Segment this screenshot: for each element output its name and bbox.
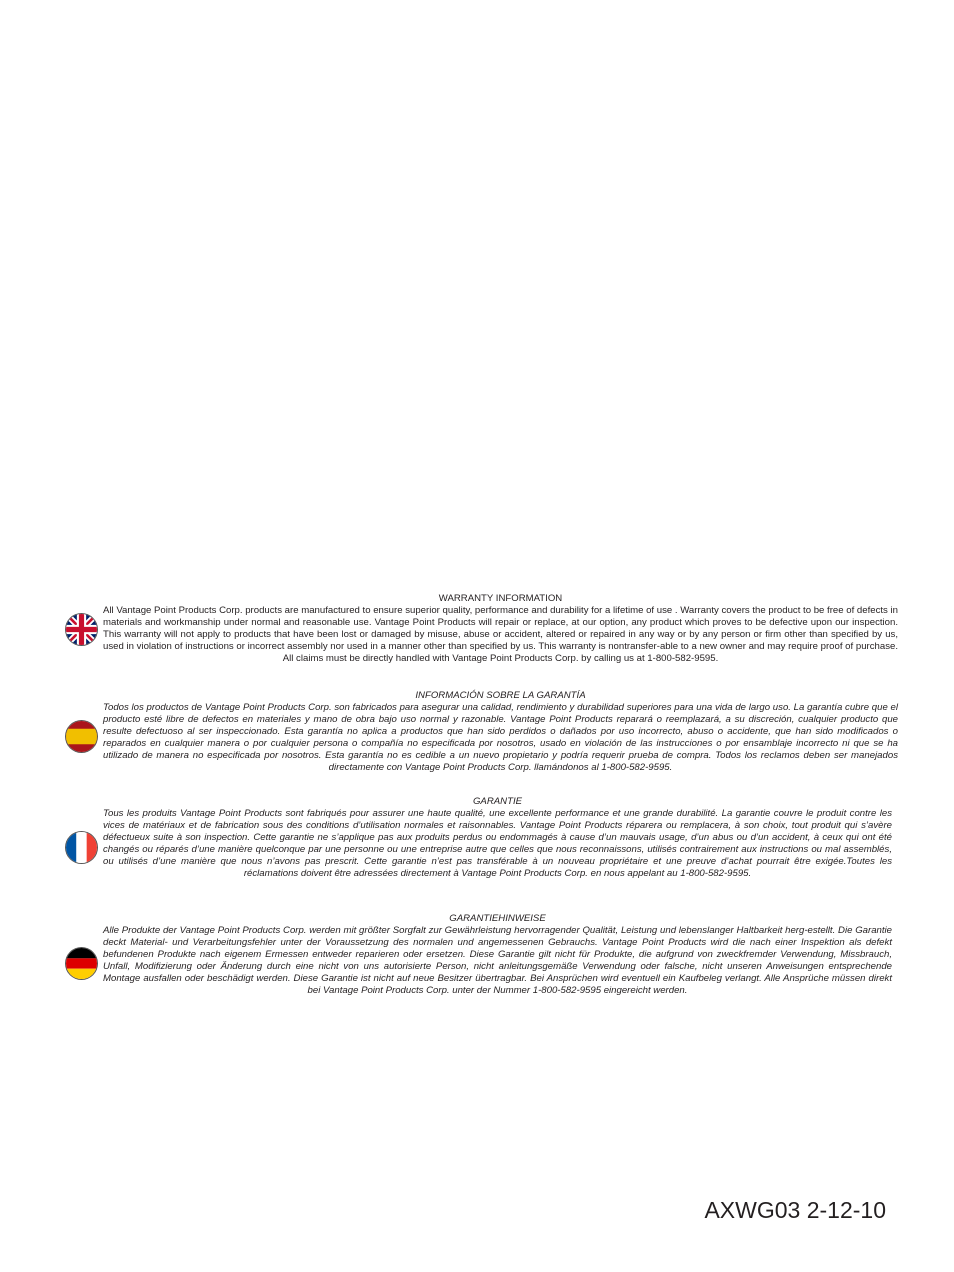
warranty-section-es (66, 689, 898, 779)
warranty-heading-en: WARRANTY INFORMATION (438, 593, 563, 604)
germany-flag-icon (66, 948, 97, 979)
warranty-heading-fr: GARANTIE (472, 796, 523, 807)
warranty-body-es: Todos los productos de Vantage Point Products Corp. son fabricados para asegurar una calidad, rendimiento y durabilidad superiores para una vida de largo uso. La garantía cubre que el producto esté libre de defectos en materiales y mano de obra bajo uso normal y razonable. Vantage Point Products reparará o reemplazará, a su discreción, cualquier producto que resulte defectuoso al ser inspeccionado. Esta garantía no aplica a productos que han sido perdidos o dañados por uso incorrecto, abuso o accidente, que han sido modificados o reparados en cualquier manera o por cualquier persona o compañía no especificada por nosotros, usado en violación de las instrucciones o por ensamblaje incorrecto ni que se ha utilizado de manera no especificada por nosotros. Esta garantía no es cedible a un nuevo propietario y podría requerir prueba de compra. Todos los reclamos deben ser manejados directamente con Vantage Point Products Corp. llamándonos al 1-800-582-9595. (103, 702, 898, 773)
warranty-text-en (103, 593, 898, 665)
france-flag-icon (66, 832, 97, 863)
warranty-text-fr (103, 796, 892, 880)
warranty-body-de: Alle Produkte der Vantage Point Products Corp. werden mit größter Sorgfalt zur Gewährleistung hervorragender Qualität, Leistung und lebenslanger Haltbarkeit herg-estellt. Die Garantie deckt Material- und Verarbeitungsfehler unter der Voraussetzung des normalen und angemessenen Gebrauchs. Vantage Point Products wird die nach einer Inspektion als defekt befundenen Produkte nach eigenem Ermessen entweder reparieren oder ersetzen. Diese Garantie gilt nicht für Produkte, die aufgrund von zweckfremder Verwendung, Missbrauch, Unfall, Modifizierung oder Änderung durch eine nicht von uns autorisierte Person, nicht anleitungsgemäße Verwendung oder falsche, nicht unseren Anweisungen entsprechende Montage ausfallen oder beschädigt werden. Diese Garantie ist nicht auf neue Besitzer übertragbar. Bei Ansprüchen wird eventuell ein Kaufbeleg verlangt. Alle Ansprüche müssen direkt bei Vantage Point Products Corp. unter der Nummer 1-800-582-9595 eingereicht werden. (103, 925, 892, 996)
warranty-text-de (103, 913, 892, 997)
warranty-body-en: All Vantage Point Products Corp. products are manufactured to ensure superior quality, performance and durability for a lifetime of use . Warranty covers the product to be free of defects in materials and workmanship under normal and reasonable use. Vantage Point Products will repair or replace, at our option, any product which proves to be defective upon our inspection. This warranty will not apply to products that have been lost or damaged by misuse, abuse or accident, altered or repaired in any way or by any person or firm other than specified by us, used in violation of instructions or incorrect assembly nor used in a manner other than specified by us. This warranty is nontransfer-able to a new owner and may require proof of purchase. All claims must be directly handled with Vantage Point Products Corp. by calling us at 1-800-582-9595. (103, 605, 898, 664)
warranty-heading-es: INFORMACIÓN SOBRE LA GARANTÍA (415, 690, 586, 701)
warranty-section-fr (66, 795, 898, 895)
document-code: AXWG03 2-12-10 (704, 1197, 886, 1223)
warranty-section-de (66, 912, 898, 1002)
warranty-text-es (103, 690, 898, 774)
spain-flag-icon (66, 721, 97, 752)
uk-flag-icon (66, 614, 97, 645)
warranty-body-fr: Tous les produits Vantage Point Products sont fabriqués pour assurer une haute qualité, une excellente performance et une grande durabilité. La garantie couvre le produit contre les vices de matériaux et de fabrication sous des conditions d’utilisation normales et raisonnables. Vantage Point Products réparera ou remplacera, à son choix, tout produit qui s’avère défectueux suite à son inspection. Cette garantie ne s’applique pas aux produits perdus ou endommagés à cause d’un mauvais usage, d’un abus ou d’un accident, à ceux qui ont été changés ou réparés d’une manière quelconque par une personne ou une entreprise autre que celles que nous reconnaissons, utilisés contrairement aux instructions ou mal assemblés, ou utilisés d’une manière que nous n’avons pas prescrit. Cette garantie n’est pas transférable à un nouveau propriétaire et une preuve d’achat pourrait être exigée.Toutes les réclamations doivent être adressées directement à Vantage Point Products Corp. en nous appelant au 1-800-582-9595. (103, 808, 892, 879)
warranty-heading-de: GARANTIEHINWEISE (449, 913, 546, 924)
warranty-section-en (66, 592, 898, 672)
